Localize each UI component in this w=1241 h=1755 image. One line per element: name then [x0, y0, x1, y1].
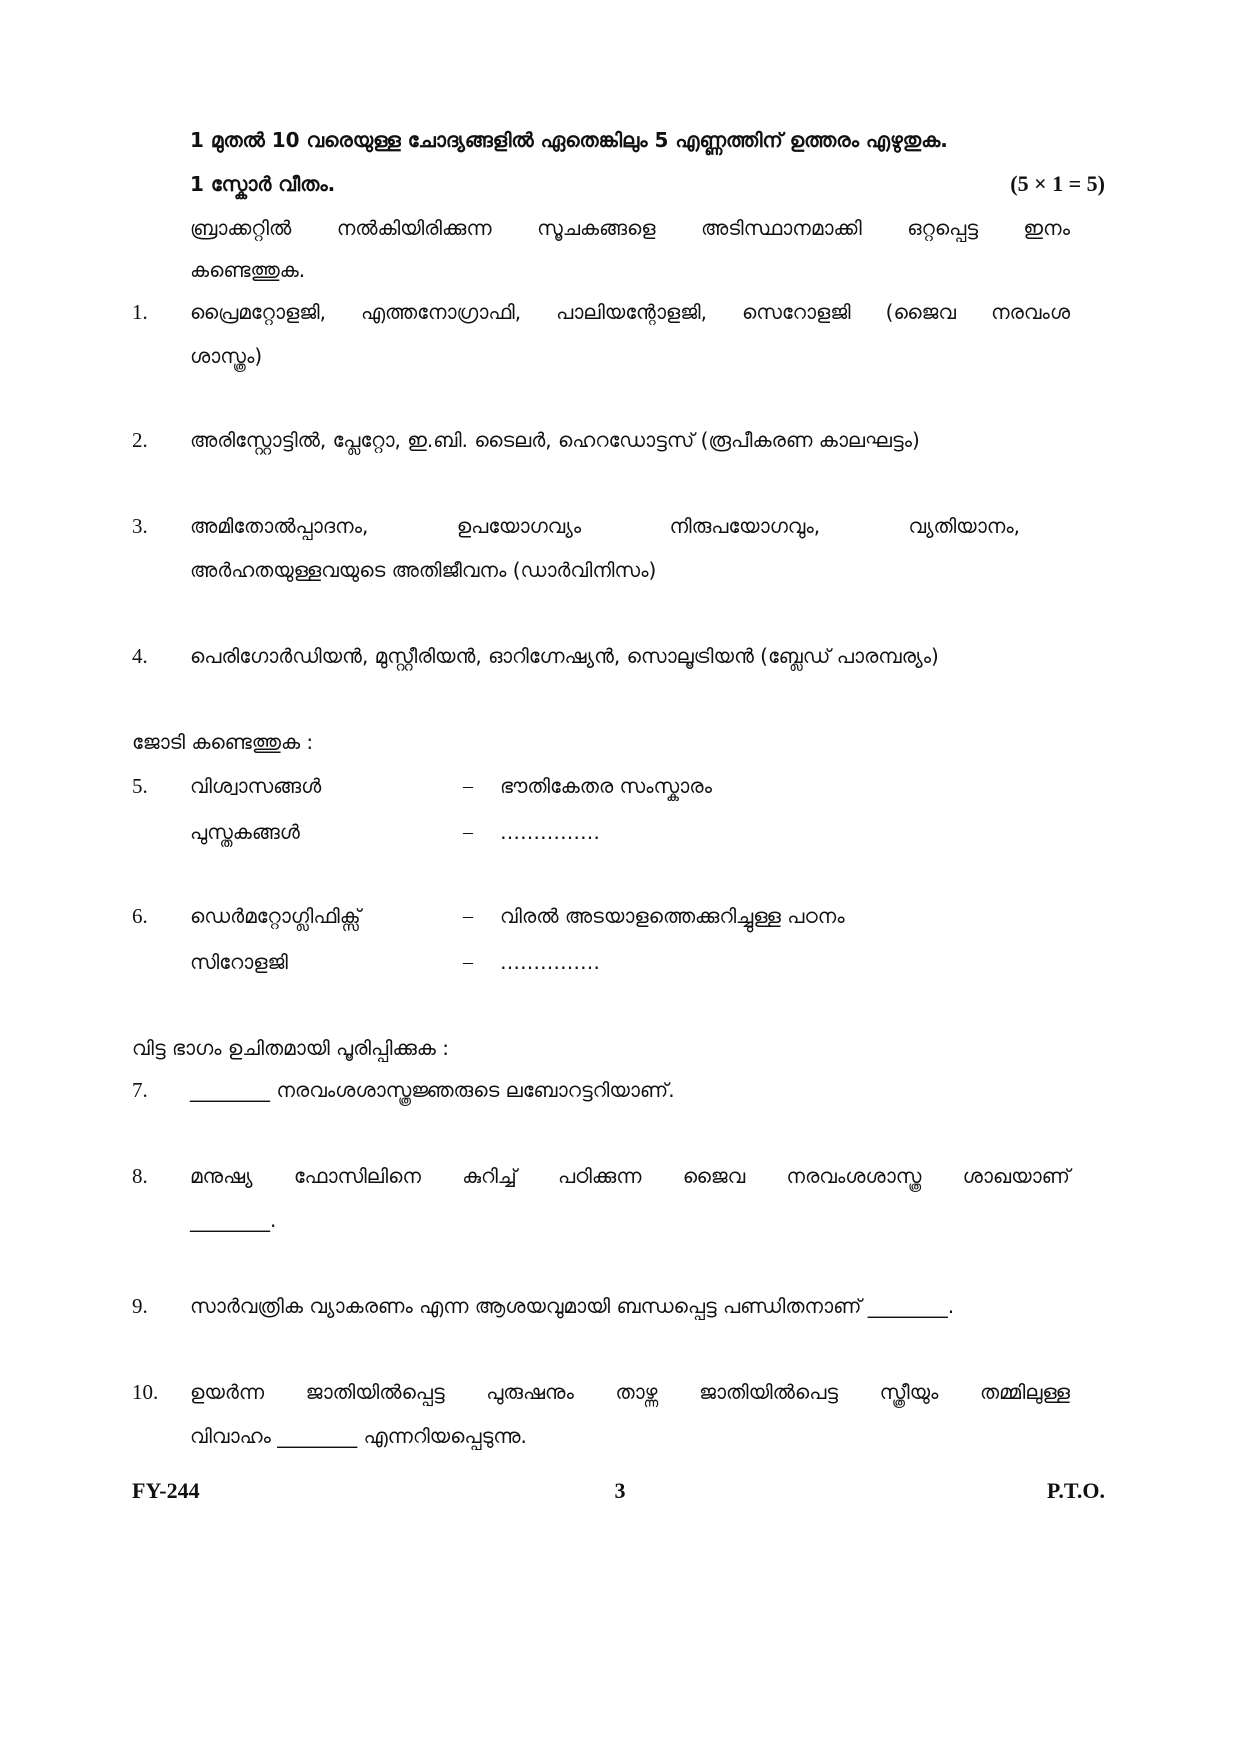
odd-one-intro-line1: ബ്രാക്കറ്റിൽ നൽകിയിരിക്കുന്ന സൂചകങ്ങളെ അടിസ്ഥാനമാക്കി ഒറ്റപ്പെട്ട ഇനം: [190, 216, 1070, 240]
q5-dash-1: –: [463, 775, 473, 797]
question-number-5: 5.: [132, 774, 148, 798]
section-instruction: 1 മുതൽ 10 വരെയുള്ള ചോദ്യങ്ങളിൽ ഏതെങ്കിലും 5 എണ്ണത്തിന് ഉത്തരം എഴുതുക.: [190, 128, 948, 152]
question-9-line: [190, 1284, 954, 1328]
question-3-line1: അമിതോൽപ്പാദനം, ഉപയോഗവ്യം നിരുപയോഗവും, വ്യതിയാനം,: [190, 514, 1021, 538]
q6-dash-1: –: [463, 905, 473, 927]
question-number-1: 1.: [132, 300, 148, 324]
question-number-2: 2.: [132, 428, 148, 452]
question-3-line2: അർഹതയുള്ളവയുടെ അതിജീവനം (ഡാർവിനിസം): [190, 558, 657, 582]
question-number-9: 9.: [132, 1294, 148, 1318]
q5-left-1: വിശ്വാസങ്ങൾ: [190, 774, 322, 798]
question-number-4: 4.: [132, 644, 148, 668]
question-1-line2: ശാസ്ത്രം): [190, 344, 263, 368]
question-10-line2: [190, 1414, 527, 1458]
q7-text: നരവംശശാസ്ത്രജ്ഞരുടെ ലബോറട്ടറിയാണ്.: [270, 1078, 675, 1102]
q5-left-2: പുസ്തകങ്ങൾ: [190, 820, 300, 844]
q5-dash-2: –: [463, 821, 473, 843]
q5-right-2: ……………: [500, 820, 600, 844]
q10-blank: ________: [277, 1424, 358, 1448]
question-2-line1: അരിസ്റ്റോട്ടിൽ, പ്ലേറ്റോ, ഇ.ബി. ടൈലർ, ഹെറഡോട്ടസ് (രൂപീകരണ കാലഘട്ടം): [190, 428, 920, 452]
paper-code: FY-244: [132, 1478, 200, 1503]
match-intro: ജോടി കണ്ടെത്തുക :: [132, 730, 314, 754]
question-8-line1: മനുഷ്യ ഫോസിലിനെ കുറിച്ച് പഠിക്കുന്ന ജൈവ നരവംശശാസ്ത്ര ശാഖയാണ്: [190, 1164, 1070, 1188]
q6-dash-2: –: [463, 951, 473, 973]
marks: (5 × 1 = 5): [1010, 171, 1105, 196]
q10-text-b: എന്നറിയപ്പെടുന്നു.: [357, 1424, 527, 1448]
question-7-line: [190, 1068, 675, 1112]
fill-intro: വിട്ട ഭാഗം ഉചിതമായി പൂരിപ്പിക്കുക :: [132, 1036, 449, 1060]
q10-text-a: വിവാഹം: [190, 1424, 278, 1448]
odd-one-intro-line2: കണ്ടെത്തുക.: [190, 258, 306, 282]
q7-blank: ________: [190, 1078, 270, 1102]
q9-blank: ________.: [867, 1294, 955, 1318]
question-number-7: 7.: [132, 1078, 148, 1102]
q5-right-1: ഭൗതികേതര സംസ്കാരം: [500, 774, 712, 798]
question-8-line2: ________.: [190, 1208, 277, 1232]
page-number: 3: [614, 1478, 626, 1503]
q9-text: സാർവത്രിക വ്യാകരണം എന്ന ആശയവുമായി ബന്ധപ്പെട്ട പണ്ഡിതനാണ്: [190, 1294, 868, 1318]
question-number-8: 8.: [132, 1164, 148, 1188]
question-number-3: 3.: [132, 514, 148, 538]
q6-right-1: വിരൽ അടയാളത്തെക്കുറിച്ചുള്ള പഠനം: [500, 904, 845, 928]
q6-left-2: സിറോളജി: [190, 950, 288, 974]
question-number-6: 6.: [132, 904, 148, 928]
question-number-10: 10.: [132, 1380, 159, 1404]
please-turn-over: P.T.O.: [1046, 1478, 1105, 1503]
question-4-line1: പെരിഗോർഡിയൻ, മുസ്റ്റീരിയൻ, ഓറിഗ്നേഷ്യൻ, സൊലൂട്രിയൻ (ബ്ലേഡ് പാരമ്പര്യം): [190, 644, 939, 668]
q6-right-2: ……………: [500, 950, 600, 974]
question-10-line1: ഉയർന്ന ജാതിയിൽപ്പെട്ട പുരുഷനും താഴ്ന്ന ജാതിയിൽപെട്ട സ്ത്രീയും തമ്മിലുള്ള: [190, 1380, 1070, 1404]
score-line: 1 സ്കോർ വീതം.: [190, 172, 336, 196]
question-1-line1: പ്രൈമറ്റോളജി, എത്തനോഗ്രാഫി, പാലിയന്റോളജി, സെറോളജി (ജൈവ നരവംശ: [190, 300, 1070, 324]
q6-left-1: ഡെർമറ്റോഗ്ലിഫിക്സ്: [190, 904, 361, 928]
